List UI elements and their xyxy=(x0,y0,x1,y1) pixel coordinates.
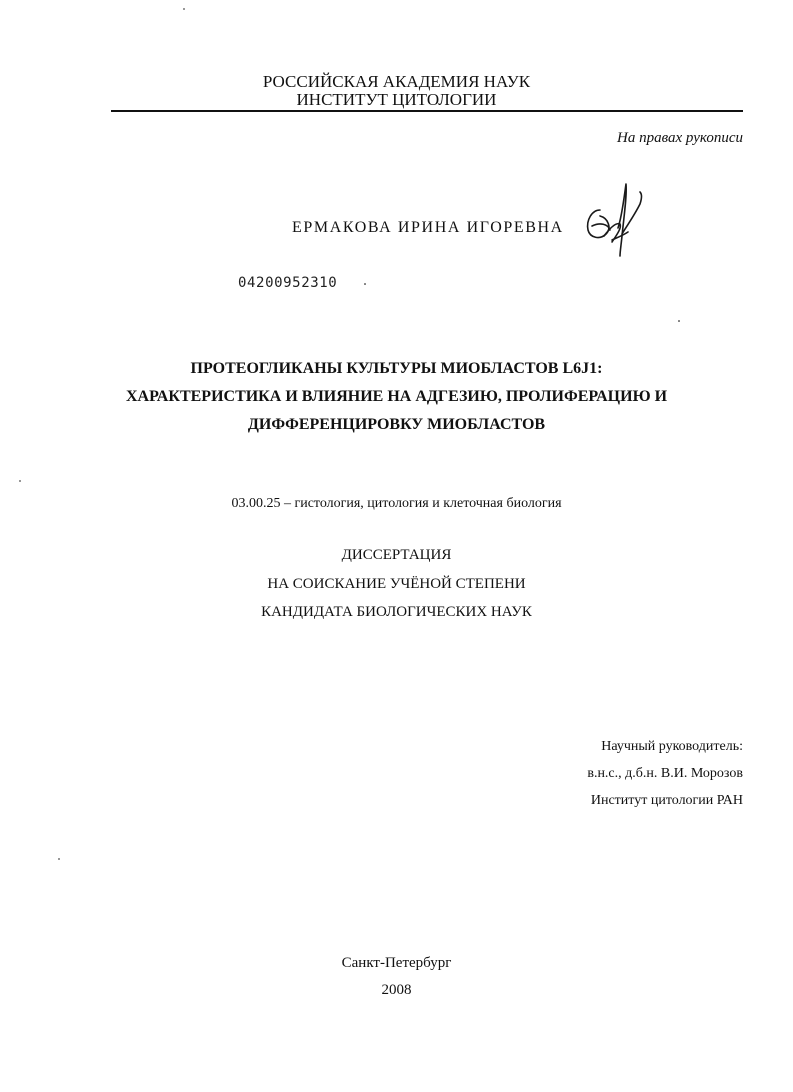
supervisor-label: Научный руководитель: xyxy=(601,739,743,754)
title-line-2: ХАРАКТЕРИСТИКА И ВЛИЯНИЕ НА АДГЕЗИЮ, ПРОЛИФЕРАЦИЮ И xyxy=(125,388,668,405)
scan-speck xyxy=(19,480,21,482)
institution-line-1: РОССИЙСКАЯ АКАДЕМИЯ НАУК xyxy=(262,72,531,91)
dissertation-line-2: НА СОИСКАНИЕ УЧЁНОЙ СТЕПЕНИ xyxy=(267,576,526,592)
supervisor-name: в.н.с., д.б.н. В.И. Морозов xyxy=(587,766,743,781)
title-line-3: ДИФФЕРЕНЦИРОВКУ МИОБЛАСТОВ xyxy=(247,416,546,433)
specialty: 03.00.25 – гистология, цитология и клеточная биология xyxy=(231,496,562,511)
scan-speck xyxy=(678,320,680,322)
scan-speck xyxy=(58,858,60,860)
year: 2008 xyxy=(381,982,412,998)
dissertation-line-1: ДИССЕРТАЦИЯ xyxy=(341,547,452,563)
catalog-number: 04200952310 xyxy=(238,275,338,291)
signature xyxy=(578,176,656,258)
author-name: ЕРМАКОВА ИРИНА ИГОРЕВНА xyxy=(292,219,564,236)
rights-note: На правах рукописи xyxy=(617,130,743,146)
supervisor-affiliation: Институт цитологии РАН xyxy=(590,793,743,808)
dissertation-line-3: КАНДИДАТА БИОЛОГИЧЕСКИХ НАУК xyxy=(261,604,532,620)
title-line-1: ПРОТЕОГЛИКАНЫ КУЛЬТУРЫ МИОБЛАСТОВ L6J1: xyxy=(190,360,603,377)
city: Санкт-Петербург xyxy=(341,955,452,971)
scan-speck xyxy=(183,8,185,10)
institution-line-2: ИНСТИТУТ ЦИТОЛОГИИ xyxy=(296,90,497,109)
scan-speck xyxy=(364,283,366,285)
header-divider xyxy=(111,110,743,112)
